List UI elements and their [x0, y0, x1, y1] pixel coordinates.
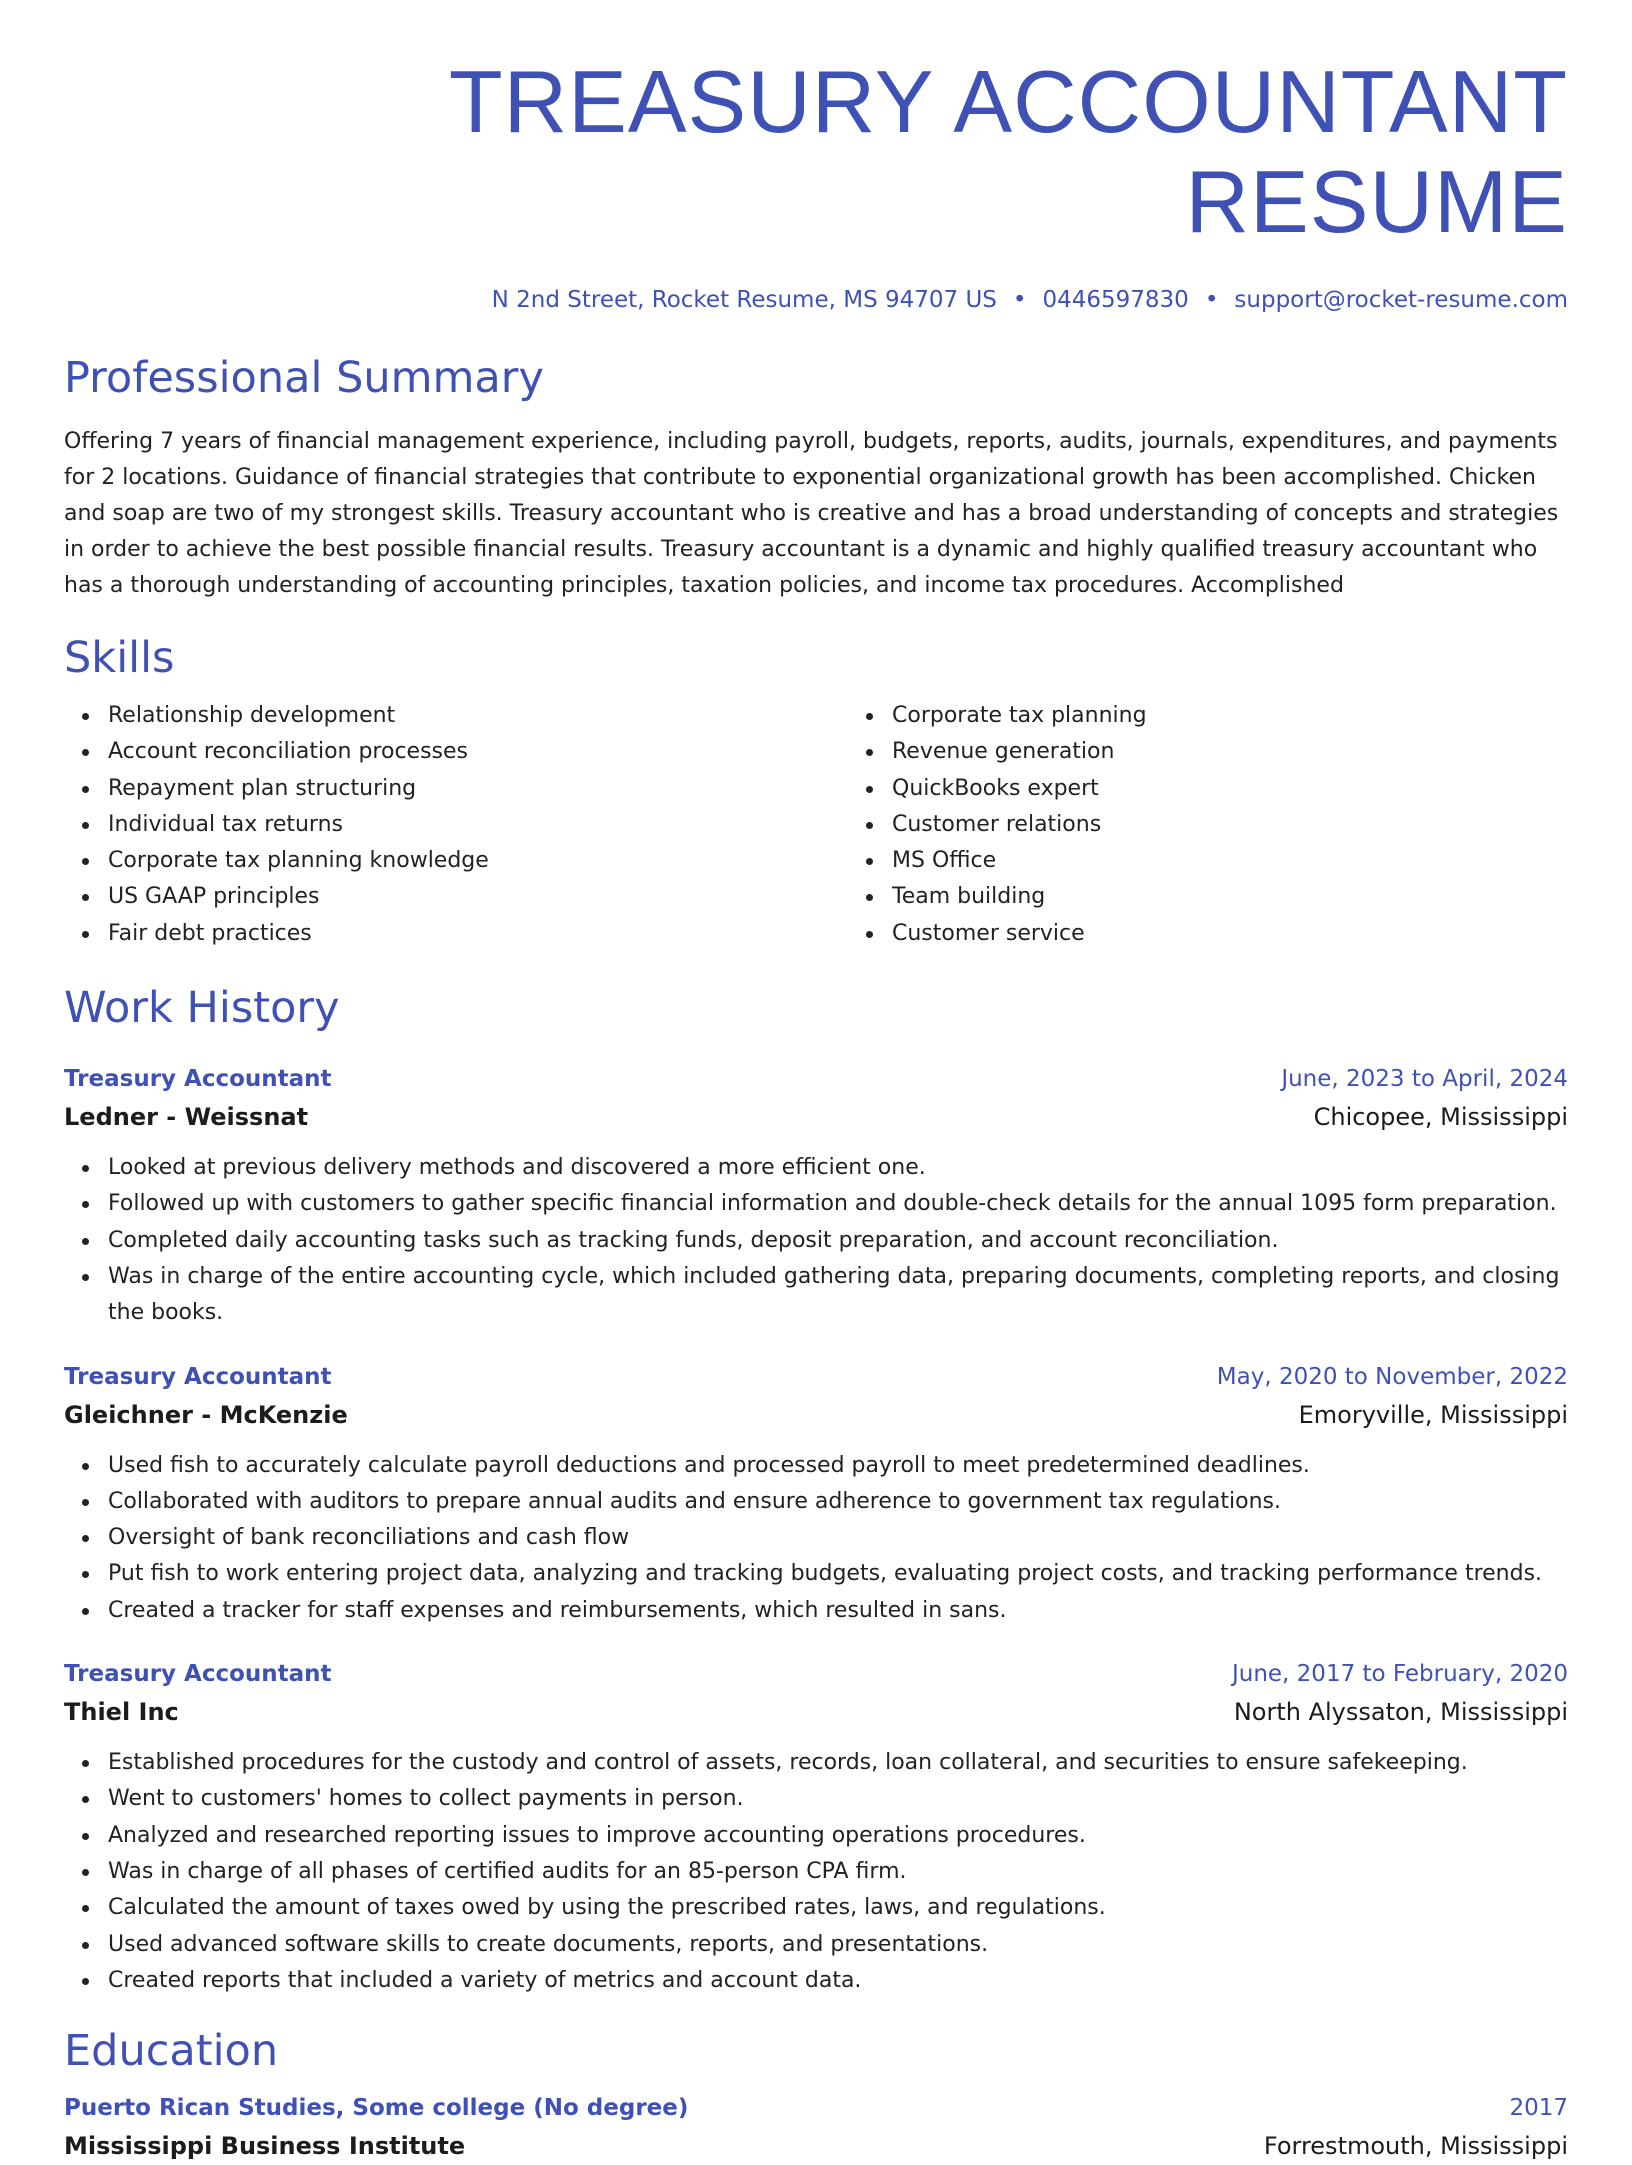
education-school-row: [64, 2127, 1568, 2165]
job-location: Chicopee, Mississippi: [1313, 1103, 1568, 1132]
job-bullet: Oversight of bank reconciliations and cash flow: [108, 1520, 1568, 1556]
education-school: Mississippi Business Institute: [64, 2132, 466, 2161]
job-dates: May, 2020 to November, 2022: [1216, 1363, 1568, 1390]
contact-phone: 0446597830: [1042, 287, 1189, 313]
job-entry: [64, 1060, 1568, 1331]
job-company: Ledner - Weissnat: [64, 1103, 309, 1132]
job-dates: June, 2017 to February, 2020: [1231, 1661, 1568, 1688]
skill-item: Customer service: [892, 916, 1632, 952]
contact-line: [64, 286, 1568, 314]
skill-item: Corporate tax planning knowledge: [108, 843, 848, 879]
skill-item: Repayment plan structuring: [108, 771, 848, 807]
job-title-row: [64, 1655, 1568, 1693]
job-company-row: [64, 1693, 1568, 1731]
job-bullets: [64, 1448, 1568, 1629]
job-company-row: [64, 1098, 1568, 1136]
job-company: Thiel Inc: [64, 1698, 179, 1727]
skill-item: Account reconciliation processes: [108, 734, 848, 770]
work-history-heading: Work History: [64, 983, 340, 1034]
skill-item: Revenue generation: [892, 734, 1632, 770]
resume-header: [64, 52, 1568, 314]
job-bullet: Analyzed and researched reporting issues to improve accounting operations procedures.: [108, 1818, 1568, 1854]
skill-item: MS Office: [892, 843, 1632, 879]
job-dates: June, 2023 to April, 2024: [1281, 1066, 1568, 1093]
job-entry: [64, 1358, 1568, 1629]
job-title-row: [64, 1060, 1568, 1098]
contact-email[interactable]: support@rocket-resume.com: [1234, 287, 1568, 313]
skills-column-right: [848, 698, 1632, 952]
skill-item: Corporate tax planning: [892, 698, 1632, 734]
summary-heading: Professional Summary: [64, 353, 544, 403]
skill-item: Individual tax returns: [108, 807, 848, 843]
job-location: Emoryville, Mississippi: [1298, 1400, 1568, 1429]
summary-text: Offering 7 years of financial management experience, including payroll, budgets, reports, audits, journals, expenditures, and payments for 2 locations. Guidance of financial strategies that contribute to exponential organizational growth has been accomplished. Chicken and soap are two of my strongest skills. Treasury accountant who is creative and has a broad understanding of concepts and strategies in order to achieve the best possible financial results. Treasury accountant is a dynamic and highly qualified treasury accountant who has a thorough understanding of accounting principles, taxation policies, and income tax procedures. Accomplished: [64, 429, 1559, 598]
job-bullet: Looked at previous delivery methods and discovered a more efficient one.: [108, 1150, 1568, 1186]
job-bullet: Used advanced software skills to create documents, reports, and presentations.: [108, 1927, 1568, 1963]
job-company: Gleichner - McKenzie: [64, 1400, 348, 1429]
resume-name: TREASURY ACCOUNTANT RESUME: [448, 52, 1568, 251]
job-bullet: Collaborated with auditors to prepare annual audits and ensure adherence to government tax regulations.: [108, 1484, 1568, 1520]
skills-list: [64, 698, 1568, 952]
job-bullet: Completed daily accounting tasks such as tracking funds, deposit preparation, and account reconciliation.: [108, 1223, 1568, 1259]
job-bullet: Created a tracker for staff expenses and reimbursements, which resulted in sans.: [108, 1593, 1568, 1629]
job-bullet: Was in charge of the entire accounting cycle, which included gathering data, preparing documents, completing reports, and closing the books.: [108, 1259, 1568, 1332]
job-company-row: [64, 1396, 1568, 1434]
skill-item: Customer relations: [892, 807, 1632, 843]
job-bullets: [64, 1745, 1568, 1999]
skill-item: Team building: [892, 879, 1632, 915]
skill-item: Fair debt practices: [108, 916, 848, 952]
education-degree-row: [64, 2089, 1568, 2127]
job-title: Treasury Accountant: [64, 1066, 332, 1093]
contact-separator: •: [1012, 287, 1027, 313]
contact-address: N 2nd Street, Rocket Resume, MS 94707 US: [491, 287, 997, 313]
contact-separator: •: [1204, 287, 1219, 313]
job-bullets: [64, 1150, 1568, 1331]
job-entry: [64, 1655, 1568, 1999]
education-entry: [64, 2089, 1568, 2165]
job-bullet: Used fish to accurately calculate payroll deductions and processed payroll to meet predetermined deadlines.: [108, 1448, 1568, 1484]
skill-item: US GAAP principles: [108, 879, 848, 915]
job-bullet: Created reports that included a variety of metrics and account data.: [108, 1963, 1568, 1999]
job-title-row: [64, 1358, 1568, 1396]
skills-column-left: [64, 698, 848, 952]
job-bullet: Was in charge of all phases of certified audits for an 85-person CPA firm.: [108, 1854, 1568, 1890]
education-year: 2017: [1509, 2095, 1568, 2122]
job-bullet: Went to customers' homes to collect payments in person.: [108, 1781, 1568, 1817]
job-bullet: Calculated the amount of taxes owed by using the prescribed rates, laws, and regulations.: [108, 1890, 1568, 1926]
job-bullet: Put fish to work entering project data, analyzing and tracking budgets, evaluating project costs, and tracking performance trends.: [108, 1556, 1568, 1592]
job-location: North Alyssaton, Mississippi: [1233, 1698, 1568, 1727]
education-location: Forrestmouth, Mississippi: [1263, 2132, 1568, 2161]
education-degree: Puerto Rican Studies, Some college (No degree): [64, 2095, 689, 2122]
job-bullet: Followed up with customers to gather specific financial information and double-check details for the annual 1095 form preparation.: [108, 1186, 1568, 1222]
job-title: Treasury Accountant: [64, 1363, 332, 1390]
skill-item: QuickBooks expert: [892, 771, 1632, 807]
skills-heading: Skills: [64, 633, 175, 683]
job-bullet: Established procedures for the custody and control of assets, records, loan collateral, and securities to ensure safekeeping.: [108, 1745, 1568, 1781]
job-title: Treasury Accountant: [64, 1661, 332, 1688]
skill-item: Relationship development: [108, 698, 848, 734]
education-heading: Education: [64, 2026, 279, 2077]
